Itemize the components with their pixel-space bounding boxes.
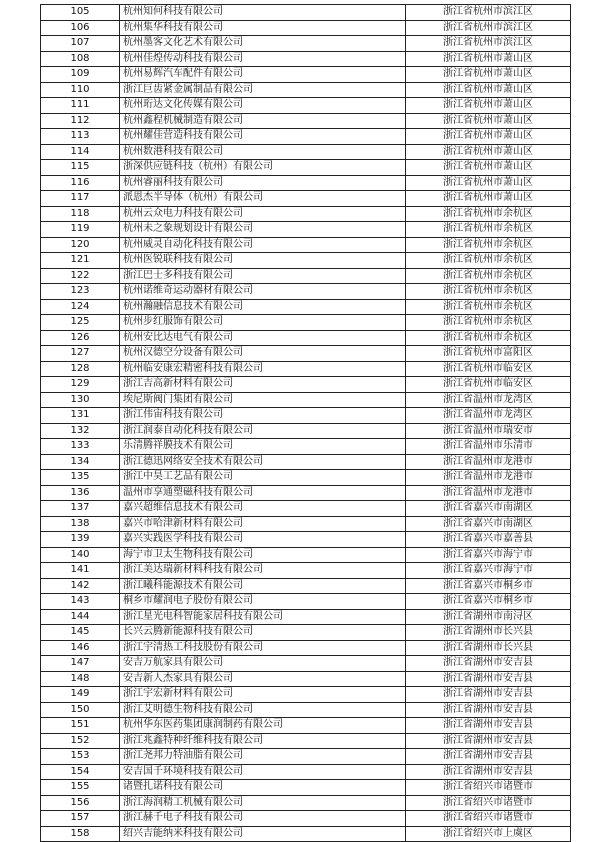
company-name: 浙江尧邦力特油脂有限公司 bbox=[120, 749, 406, 765]
table-row bbox=[41, 98, 571, 114]
table-row bbox=[41, 547, 571, 563]
company-name: 安吉万航家具有限公司 bbox=[120, 656, 406, 672]
company-name: 杭州瀚融信息技术有限公司 bbox=[120, 299, 406, 315]
company-region: 浙江省杭州市萧山区 bbox=[406, 82, 571, 98]
company-name: 绍兴吉能纳米科技有限公司 bbox=[120, 826, 406, 842]
table-row bbox=[41, 795, 571, 811]
company-region: 浙江省杭州市萧山区 bbox=[406, 98, 571, 114]
row-number: 153 bbox=[41, 749, 120, 765]
row-number: 119 bbox=[41, 222, 120, 238]
row-number: 114 bbox=[41, 144, 120, 160]
row-number: 137 bbox=[41, 501, 120, 517]
company-name: 浙江兆鑫特种纤维科技有限公司 bbox=[120, 733, 406, 749]
company-region: 浙江省湖州市安吉县 bbox=[406, 733, 571, 749]
company-region: 浙江省嘉兴市桐乡市 bbox=[406, 594, 571, 610]
row-number: 133 bbox=[41, 439, 120, 455]
row-number: 135 bbox=[41, 470, 120, 486]
company-region: 浙江省湖州市安吉县 bbox=[406, 702, 571, 718]
company-region: 浙江省嘉兴市南湖区 bbox=[406, 516, 571, 532]
company-region: 浙江省温州市龙湾区 bbox=[406, 392, 571, 408]
company-region: 浙江省杭州市余杭区 bbox=[406, 284, 571, 300]
company-name: 浙江润泰自动化科技有限公司 bbox=[120, 423, 406, 439]
company-name: 浙江赫千电子科技有限公司 bbox=[120, 811, 406, 827]
table-row bbox=[41, 51, 571, 67]
company-name: 浙江宇宏新材料有限公司 bbox=[120, 687, 406, 703]
company-region: 浙江省湖州市南浔区 bbox=[406, 609, 571, 625]
company-name: 杭州数港科技有限公司 bbox=[120, 144, 406, 160]
table-row bbox=[41, 284, 571, 300]
row-number: 140 bbox=[41, 547, 120, 563]
table-row bbox=[41, 501, 571, 517]
table-row bbox=[41, 206, 571, 222]
table-row bbox=[41, 439, 571, 455]
company-region: 浙江省嘉兴市桐乡市 bbox=[406, 578, 571, 594]
company-region: 浙江省温州市龙港市 bbox=[406, 454, 571, 470]
company-name: 杭州珩达文化传媒有限公司 bbox=[120, 98, 406, 114]
row-number: 126 bbox=[41, 330, 120, 346]
company-name: 浙江宇清热工科技股份有限公司 bbox=[120, 640, 406, 656]
company-name: 杭州鑫程机械制造有限公司 bbox=[120, 113, 406, 129]
row-number: 154 bbox=[41, 764, 120, 780]
company-name: 杭州诺维奇运动器材有限公司 bbox=[120, 284, 406, 300]
company-region: 浙江省嘉兴市南湖区 bbox=[406, 501, 571, 517]
row-number: 130 bbox=[41, 392, 120, 408]
table-row bbox=[41, 485, 571, 501]
company-name: 嘉兴实践医学科技有限公司 bbox=[120, 532, 406, 548]
row-number: 141 bbox=[41, 563, 120, 579]
table-row bbox=[41, 733, 571, 749]
table-row bbox=[41, 656, 571, 672]
table-row bbox=[41, 361, 571, 377]
table-row bbox=[41, 237, 571, 253]
company-table bbox=[40, 4, 571, 842]
table-row bbox=[41, 253, 571, 269]
company-name: 浙江美达瑞新材料科技有限公司 bbox=[120, 563, 406, 579]
company-region: 浙江省杭州市余杭区 bbox=[406, 315, 571, 331]
table-row bbox=[41, 268, 571, 284]
company-name: 杭州未之象规划设计有限公司 bbox=[120, 222, 406, 238]
company-region: 浙江省杭州市余杭区 bbox=[406, 330, 571, 346]
row-number: 148 bbox=[41, 671, 120, 687]
company-region: 浙江省绍兴市诸暨市 bbox=[406, 795, 571, 811]
row-number: 147 bbox=[41, 656, 120, 672]
row-number: 128 bbox=[41, 361, 120, 377]
row-number: 115 bbox=[41, 160, 120, 176]
table-row bbox=[41, 160, 571, 176]
table-row bbox=[41, 702, 571, 718]
row-number: 120 bbox=[41, 237, 120, 253]
row-number: 109 bbox=[41, 67, 120, 83]
company-region: 浙江省湖州市安吉县 bbox=[406, 718, 571, 734]
company-region: 浙江省湖州市安吉县 bbox=[406, 671, 571, 687]
company-region: 浙江省嘉兴市海宁市 bbox=[406, 563, 571, 579]
table-row bbox=[41, 563, 571, 579]
company-region: 浙江省绍兴市上虞区 bbox=[406, 826, 571, 842]
company-region: 浙江省湖州市安吉县 bbox=[406, 656, 571, 672]
company-region: 浙江省湖州市安吉县 bbox=[406, 764, 571, 780]
table-row bbox=[41, 67, 571, 83]
company-name: 浙江巨齿紧金属制品有限公司 bbox=[120, 82, 406, 98]
row-number: 111 bbox=[41, 98, 120, 114]
company-name: 杭州云众电力科技有限公司 bbox=[120, 206, 406, 222]
company-region: 浙江省湖州市安吉县 bbox=[406, 749, 571, 765]
company-region: 浙江省绍兴市诸暨市 bbox=[406, 780, 571, 796]
table-row bbox=[41, 144, 571, 160]
row-number: 125 bbox=[41, 315, 120, 331]
row-number: 158 bbox=[41, 826, 120, 842]
table-row bbox=[41, 392, 571, 408]
table-row bbox=[41, 780, 571, 796]
table-row bbox=[41, 811, 571, 827]
company-name: 杭州汉德空分设备有限公司 bbox=[120, 346, 406, 362]
row-number: 124 bbox=[41, 299, 120, 315]
table-row bbox=[41, 346, 571, 362]
row-number: 106 bbox=[41, 20, 120, 36]
table-row bbox=[41, 749, 571, 765]
company-name: 浙深供应链科技（杭州）有限公司 bbox=[120, 160, 406, 176]
row-number: 108 bbox=[41, 51, 120, 67]
company-region: 浙江省绍兴市诸暨市 bbox=[406, 811, 571, 827]
company-region: 浙江省温州市龙港市 bbox=[406, 470, 571, 486]
table-row bbox=[41, 671, 571, 687]
row-number: 145 bbox=[41, 625, 120, 641]
row-number: 127 bbox=[41, 346, 120, 362]
table-row bbox=[41, 516, 571, 532]
company-region: 浙江省杭州市余杭区 bbox=[406, 222, 571, 238]
company-region: 浙江省杭州市萧山区 bbox=[406, 160, 571, 176]
company-region: 浙江省杭州市萧山区 bbox=[406, 191, 571, 207]
company-name: 浙江伟宙科技有限公司 bbox=[120, 408, 406, 424]
row-number: 143 bbox=[41, 594, 120, 610]
company-name: 杭州医锐联科技有限公司 bbox=[120, 253, 406, 269]
company-region: 浙江省杭州市萧山区 bbox=[406, 129, 571, 145]
company-name: 杭州易辉汽车配件有限公司 bbox=[120, 67, 406, 83]
company-name: 浙江星光电科智能家居科技有限公司 bbox=[120, 609, 406, 625]
table-row bbox=[41, 609, 571, 625]
company-region: 浙江省杭州市萧山区 bbox=[406, 175, 571, 191]
company-region: 浙江省杭州市萧山区 bbox=[406, 113, 571, 129]
table-row bbox=[41, 578, 571, 594]
company-name: 安吉新人杰家具有限公司 bbox=[120, 671, 406, 687]
company-name: 杭州临安康宏精密科技有限公司 bbox=[120, 361, 406, 377]
company-name: 嘉兴超维信息技术有限公司 bbox=[120, 501, 406, 517]
row-number: 142 bbox=[41, 578, 120, 594]
table-row bbox=[41, 454, 571, 470]
company-region: 浙江省湖州市安吉县 bbox=[406, 687, 571, 703]
table-row bbox=[41, 175, 571, 191]
company-name: 杭州知何科技有限公司 bbox=[120, 5, 406, 21]
table-row bbox=[41, 625, 571, 641]
table-row bbox=[41, 532, 571, 548]
row-number: 156 bbox=[41, 795, 120, 811]
row-number: 155 bbox=[41, 780, 120, 796]
company-region: 浙江省杭州市余杭区 bbox=[406, 253, 571, 269]
company-name: 桐乡市耀润电子股份有限公司 bbox=[120, 594, 406, 610]
company-name: 杭州步红服饰有限公司 bbox=[120, 315, 406, 331]
table-row bbox=[41, 408, 571, 424]
table-row bbox=[41, 764, 571, 780]
company-name: 杭州佳煌传动科技有限公司 bbox=[120, 51, 406, 67]
row-number: 107 bbox=[41, 36, 120, 52]
row-number: 136 bbox=[41, 485, 120, 501]
company-region: 浙江省嘉兴市嘉善县 bbox=[406, 532, 571, 548]
company-name: 海宁市卫太生物科技有限公司 bbox=[120, 547, 406, 563]
company-region: 浙江省杭州市萧山区 bbox=[406, 144, 571, 160]
table-row bbox=[41, 640, 571, 656]
table-row bbox=[41, 222, 571, 238]
company-region: 浙江省杭州市富阳区 bbox=[406, 346, 571, 362]
company-name: 诸暨扎诺科技有限公司 bbox=[120, 780, 406, 796]
company-name: 杭州耀佳营造科技有限公司 bbox=[120, 129, 406, 145]
row-number: 152 bbox=[41, 733, 120, 749]
company-region: 浙江省杭州市临安区 bbox=[406, 361, 571, 377]
company-name: 杭州安比达电气有限公司 bbox=[120, 330, 406, 346]
row-number: 118 bbox=[41, 206, 120, 222]
company-name: 派恩杰半导体（杭州）有限公司 bbox=[120, 191, 406, 207]
table-row bbox=[41, 594, 571, 610]
company-name: 浙江吉高新材料有限公司 bbox=[120, 377, 406, 393]
row-number: 146 bbox=[41, 640, 120, 656]
company-region: 浙江省杭州市滨江区 bbox=[406, 20, 571, 36]
table-row bbox=[41, 470, 571, 486]
company-name: 浙江德迅网络安全技术有限公司 bbox=[120, 454, 406, 470]
company-name: 温州市享通塑磁科技有限公司 bbox=[120, 485, 406, 501]
company-region: 浙江省温州市龙湾区 bbox=[406, 408, 571, 424]
row-number: 121 bbox=[41, 253, 120, 269]
company-list-sheet bbox=[40, 4, 568, 842]
company-table-body bbox=[41, 5, 571, 842]
company-region: 浙江省杭州市萧山区 bbox=[406, 51, 571, 67]
row-number: 123 bbox=[41, 284, 120, 300]
row-number: 117 bbox=[41, 191, 120, 207]
row-number: 113 bbox=[41, 129, 120, 145]
company-name: 长兴云腾新能源科技有限公司 bbox=[120, 625, 406, 641]
company-name: 杭州集华科技有限公司 bbox=[120, 20, 406, 36]
row-number: 131 bbox=[41, 408, 120, 424]
company-name: 浙江艾明德生物科技有限公司 bbox=[120, 702, 406, 718]
row-number: 149 bbox=[41, 687, 120, 703]
row-number: 110 bbox=[41, 82, 120, 98]
table-row bbox=[41, 191, 571, 207]
row-number: 132 bbox=[41, 423, 120, 439]
table-row bbox=[41, 82, 571, 98]
company-region: 浙江省湖州市长兴县 bbox=[406, 625, 571, 641]
row-number: 144 bbox=[41, 609, 120, 625]
row-number: 150 bbox=[41, 702, 120, 718]
row-number: 122 bbox=[41, 268, 120, 284]
table-row bbox=[41, 36, 571, 52]
table-row bbox=[41, 113, 571, 129]
table-row bbox=[41, 330, 571, 346]
company-name: 杭州华东医药集团康润制药有限公司 bbox=[120, 718, 406, 734]
row-number: 116 bbox=[41, 175, 120, 191]
table-row bbox=[41, 718, 571, 734]
company-region: 浙江省杭州市余杭区 bbox=[406, 299, 571, 315]
company-region: 浙江省杭州市余杭区 bbox=[406, 206, 571, 222]
table-row bbox=[41, 423, 571, 439]
table-row bbox=[41, 20, 571, 36]
company-name: 浙江中昊工艺品有限公司 bbox=[120, 470, 406, 486]
company-region: 浙江省温州市瑞安市 bbox=[406, 423, 571, 439]
row-number: 112 bbox=[41, 113, 120, 129]
company-region: 浙江省湖州市长兴县 bbox=[406, 640, 571, 656]
company-name: 浙江曦科能源技术有限公司 bbox=[120, 578, 406, 594]
company-name: 安吉国千环境科技有限公司 bbox=[120, 764, 406, 780]
company-name: 杭州墨客文化艺术有限公司 bbox=[120, 36, 406, 52]
row-number: 105 bbox=[41, 5, 120, 21]
company-region: 浙江省杭州市余杭区 bbox=[406, 268, 571, 284]
company-name: 浙江巴士多科技有限公司 bbox=[120, 268, 406, 284]
table-row bbox=[41, 299, 571, 315]
row-number: 151 bbox=[41, 718, 120, 734]
table-row bbox=[41, 377, 571, 393]
company-name: 埃尼斯阀门集团有限公司 bbox=[120, 392, 406, 408]
company-region: 浙江省杭州市临安区 bbox=[406, 377, 571, 393]
company-region: 浙江省嘉兴市海宁市 bbox=[406, 547, 571, 563]
company-name: 乐清腾祥膜技术有限公司 bbox=[120, 439, 406, 455]
table-row bbox=[41, 315, 571, 331]
company-name: 嘉兴市哈津新材料有限公司 bbox=[120, 516, 406, 532]
company-name: 浙江海润精工机械有限公司 bbox=[120, 795, 406, 811]
table-row bbox=[41, 687, 571, 703]
company-name: 杭州威灵自动化科技有限公司 bbox=[120, 237, 406, 253]
table-row bbox=[41, 129, 571, 145]
company-region: 浙江省温州市龙港市 bbox=[406, 485, 571, 501]
row-number: 157 bbox=[41, 811, 120, 827]
company-region: 浙江省杭州市滨江区 bbox=[406, 36, 571, 52]
company-region: 浙江省杭州市滨江区 bbox=[406, 5, 571, 21]
company-name: 杭州睿丽科技有限公司 bbox=[120, 175, 406, 191]
row-number: 138 bbox=[41, 516, 120, 532]
company-region: 浙江省杭州市萧山区 bbox=[406, 67, 571, 83]
table-row bbox=[41, 826, 571, 842]
company-region: 浙江省温州市乐清市 bbox=[406, 439, 571, 455]
company-region: 浙江省杭州市余杭区 bbox=[406, 237, 571, 253]
row-number: 129 bbox=[41, 377, 120, 393]
row-number: 139 bbox=[41, 532, 120, 548]
table-row bbox=[41, 5, 571, 21]
row-number: 134 bbox=[41, 454, 120, 470]
